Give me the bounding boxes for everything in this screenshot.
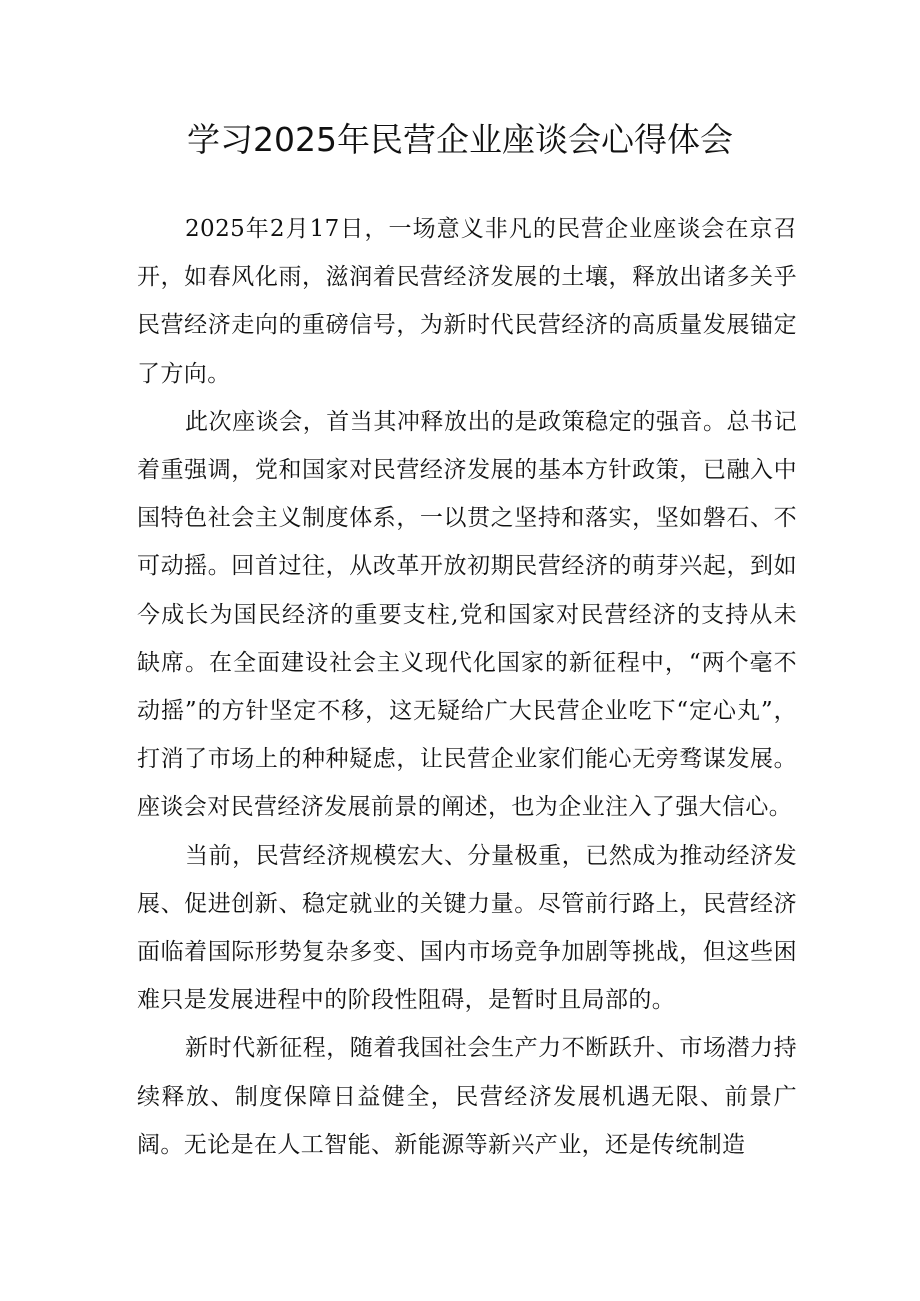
paragraph-1: 2025年2月17日，一场意义非凡的民营企业座谈会在京召开，如春风化雨，滋润着民营经济发展的土壤，释放出诸多关乎民营经济走向的重磅信号，为新时代民营经济的高质量发展锚定了方向。 [137, 216, 797, 387]
paragraph-4: 新时代新征程，随着我国社会生产力不断跃升、市场潜力持续释放、制度保障日益健全，民营经济发展机遇无限、前景广阔。无论是在人工智能、新能源等新兴产业，还是传统制造 [137, 1035, 797, 1158]
paragraph-3: 当前，民营经济规模宏大、分量极重，已然成为推动经济发展、促进创新、稳定就业的关键力量。尽管前行路上，民营经济面临着国际形势复杂多变、国内市场竞争加剧等挑战，但这些困难只是发展进程中的阶段性阻碍，是暂时且局部的。 [137, 842, 797, 1014]
document-title: 学习2025年民营企业座谈会心得体会 [187, 120, 733, 159]
paragraph-2: 此次座谈会，首当其冲释放出的是政策稳定的强音。总书记着重强调，党和国家对民营经济发展的基本方针政策，已融入中国特色社会主义制度体系，一以贯之坚持和落实，坚如磐石、不可动摇。回首过往，从改革开放初期民营经济的萌芽兴起，到如今成长为国民经济的重要支柱,党和国家对民营经济的支持从未缺席。在全面建设社会主义现代化国家的新征程中，“两个毫不动摇”的方针坚定不移，这无疑给广大民营企业吃下“定心丸”，打消了市场上的种种疑虑，让民营企业家们能心无旁骛谋发展。座谈会对民营经济发展前景的阐述，也为企业注入了强大信心。 [137, 408, 797, 821]
document-body [137, 205, 797, 1169]
